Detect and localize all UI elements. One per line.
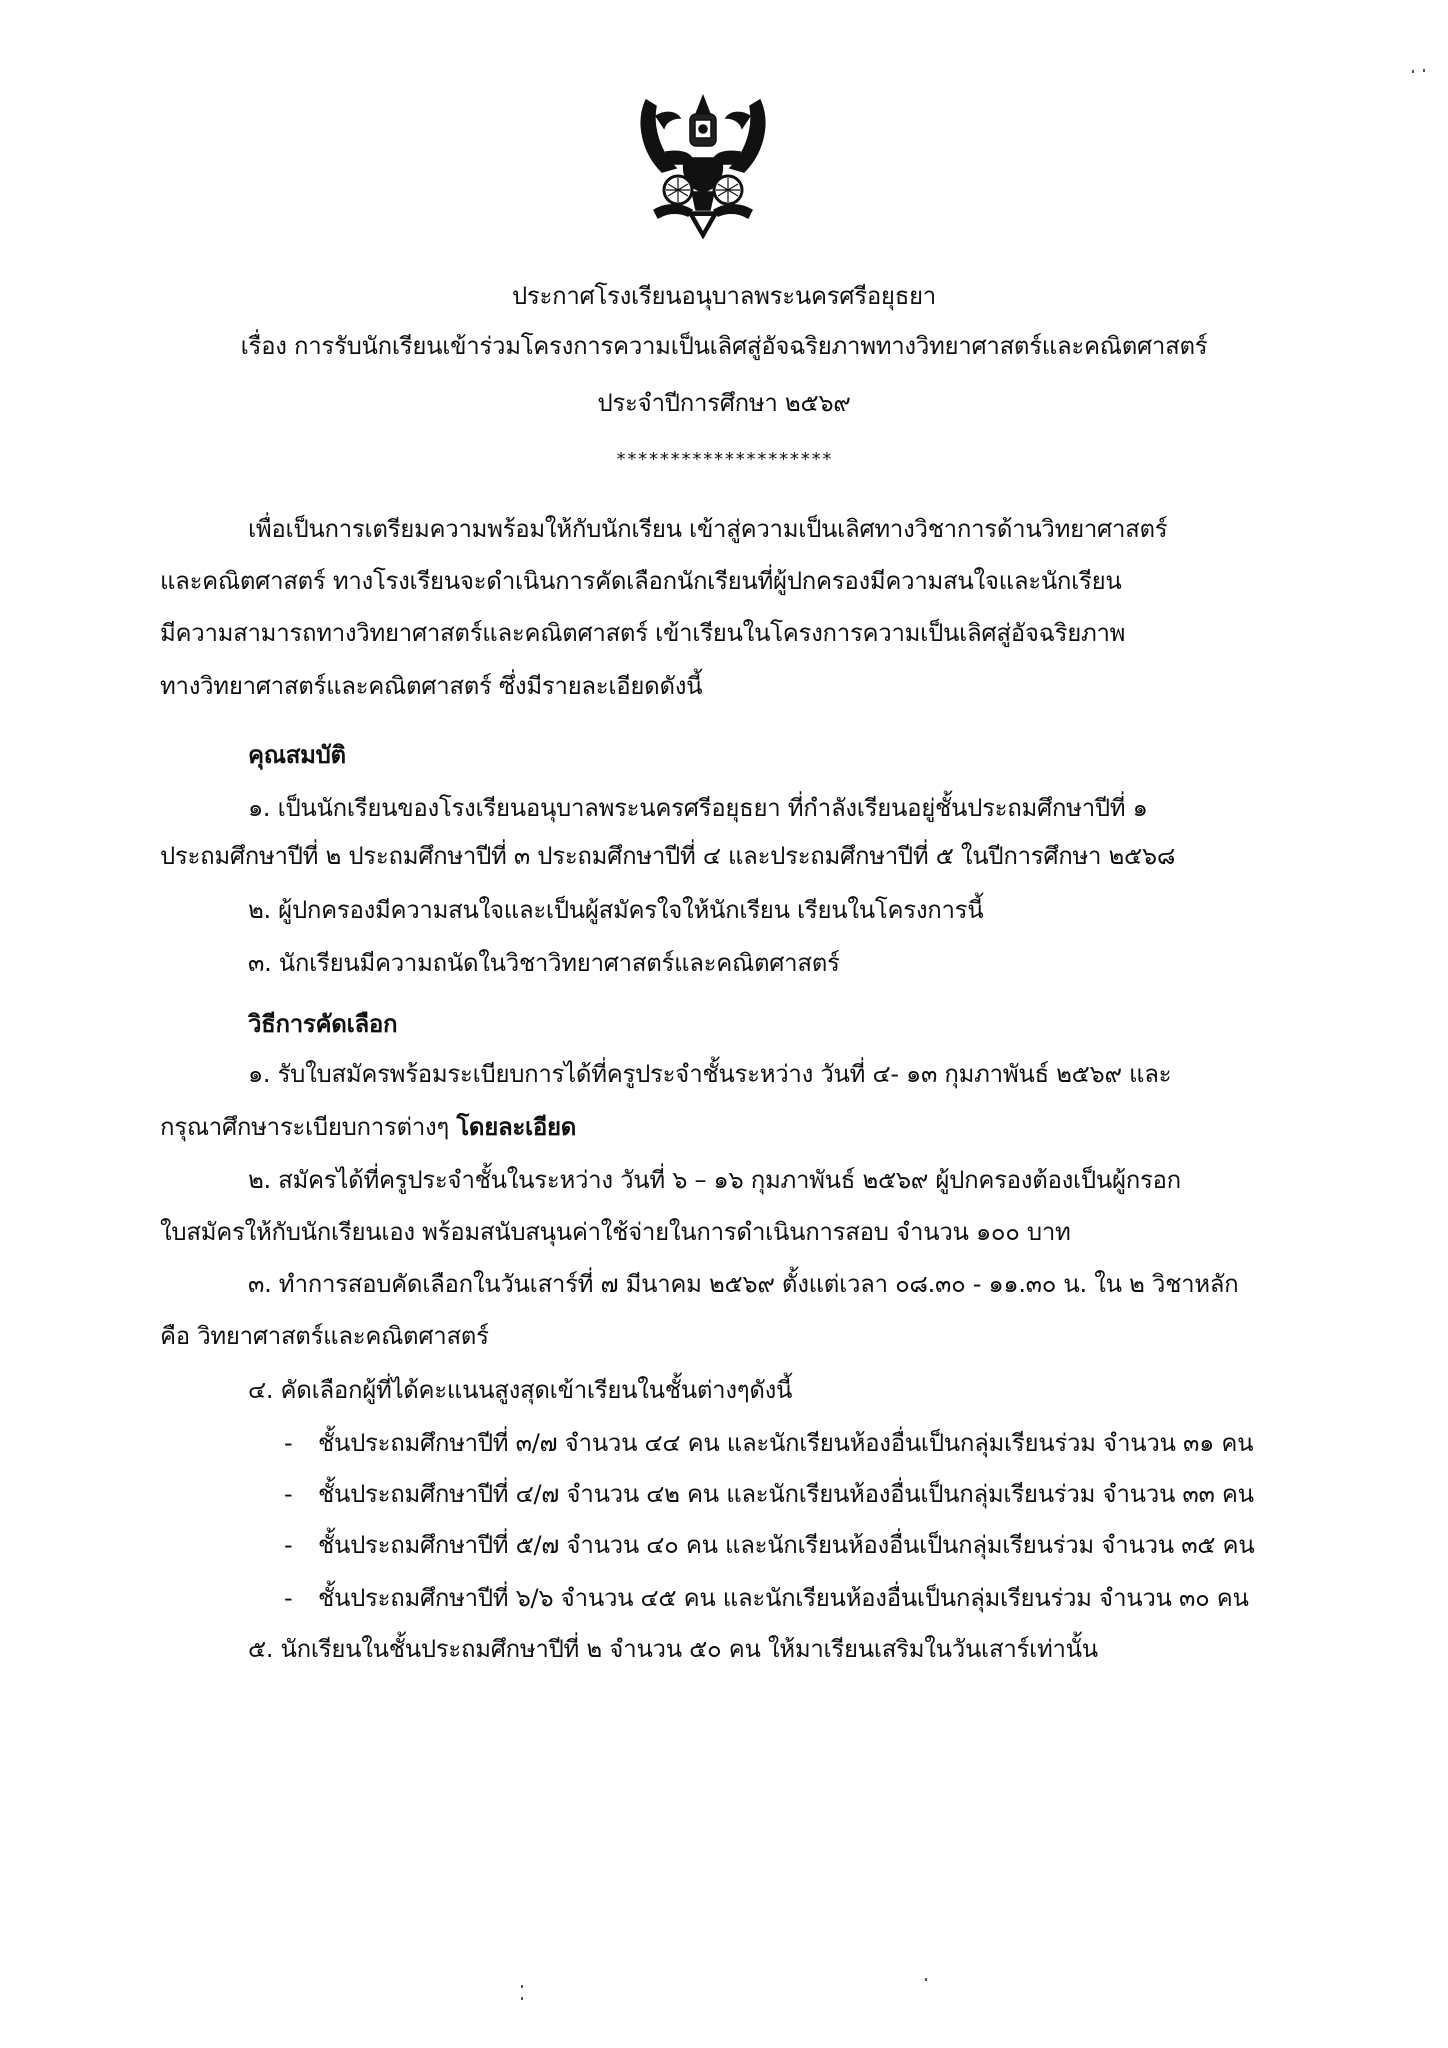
separator-stars: ******************** [615, 449, 833, 470]
quota-bullet: - [284, 1584, 293, 1612]
quota-item: ชั้นประถมศึกษาปีที่ ๔/๗ จำนวน ๔๒ คน และนักเรียนห้องอื่นเป็นกลุ่มเรียนร่วม จำนวน ๓๓ คน [318, 1480, 1254, 1508]
selection-item: ๑. รับใบสมัครพร้อมระเบียบการได้ที่ครูประจำชั้นระหว่าง วันที่ ๔- ๑๓ กุมภาพันธ์ ๒๕๖๙ และ [248, 1060, 1172, 1088]
selection-item-text: กรุณาศึกษาระเบียบการต่างๆ [160, 1113, 457, 1141]
qualifications-heading: คุณสมบัติ [248, 741, 346, 769]
qualification-item-continued: ประถมศึกษาปีที่ ๒ ประถมศึกษาปีที่ ๓ ประถมศึกษาปีที่ ๔ และประถมศึกษาปีที่ ๕ ในปีการศึกษา ๒๕๖๘ [160, 842, 1176, 870]
qualification-item: ๒. ผู้ปกครองมีความสนใจและเป็นผู้สมัครใจให้นักเรียน เรียนในโครงการนี้ [248, 896, 984, 924]
quota-bullet: - [284, 1531, 293, 1559]
selection-item-continued: ใบสมัครให้กับนักเรียนเอง พร้อมสนับสนุนค่าใช้จ่ายในการดำเนินการสอบ จำนวน ๑๐๐ บาท [160, 1218, 1071, 1246]
scan-speck [1423, 69, 1425, 72]
quota-item: ชั้นประถมศึกษาปีที่ ๖/๖ จำนวน ๔๕ คน และนักเรียนห้องอื่นเป็นกลุ่มเรียนร่วม จำนวน ๓๐ คน [318, 1584, 1249, 1612]
quota-bullet: - [284, 1480, 293, 1508]
academic-year: ประจำปีการศึกษา ๒๕๖๙ [597, 389, 851, 417]
qualification-item: ๑. เป็นนักเรียนของโรงเรียนอนุบาลพระนครศรีอยุธยา ที่กำลังเรียนอยู่ชั้นประถมศึกษาปีที่ ๑ [248, 794, 1148, 822]
scan-speck [521, 1997, 523, 2000]
intro-line: และคณิตศาสตร์ ทางโรงเรียนจะดำเนินการคัดเลือกนักเรียนที่ผู้ปกครองมีความสนใจและนักเรียน [160, 567, 1122, 595]
intro-line: ทางวิทยาศาสตร์และคณิตศาสตร์ ซึ่งมีรายละเอียดดังนี้ [160, 672, 703, 700]
selection-item: ๔. คัดเลือกผู้ที่ได้คะแนนสูงสุดเข้าเรียนในชั้นต่างๆดังนี้ [248, 1376, 793, 1404]
selection-item: ๒. สมัครได้ที่ครูประจำชั้นในระหว่าง วันที่ ๖ – ๑๖ กุมภาพันธ์ ๒๕๖๙ ผู้ปกครองต้องเป็นผู้กรอก [248, 1166, 1181, 1194]
selection-item: ๕. นักเรียนในชั้นประถมศึกษาปีที่ ๒ จำนวน ๕๐ คน ให้มาเรียนเสริมในวันเสาร์เท่านั้น [248, 1635, 1098, 1663]
scan-speck [521, 1985, 523, 1988]
selection-item-continued [160, 1111, 576, 1143]
intro-line: เพื่อเป็นการเตรียมความพร้อมให้กับนักเรียน เข้าสู่ความเป็นเลิศทางวิชาการด้านวิทยาศาสตร์ [248, 515, 1168, 543]
quota-item: ชั้นประถมศึกษาปีที่ ๕/๗ จำนวน ๔๐ คน และนักเรียนห้องอื่นเป็นกลุ่มเรียนร่วม จำนวน ๓๕ คน [318, 1531, 1255, 1559]
garuda-emblem-icon [632, 92, 774, 240]
scan-speck [925, 1978, 927, 1981]
selection-item: ๓. ทำการสอบคัดเลือกในวันเสาร์ที่ ๗ มีนาคม ๒๕๖๙ ตั้งแต่เวลา ๐๘.๓๐ - ๑๑.๓๐ น. ใน ๒ วิชาหลัก [248, 1270, 1239, 1298]
qualification-item: ๓. นักเรียนมีความถนัดในวิชาวิทยาศาสตร์และคณิตศาสตร์ [248, 949, 840, 977]
quota-item: ชั้นประถมศึกษาปีที่ ๓/๗ จำนวน ๔๔ คน และนักเรียนห้องอื่นเป็นกลุ่มเรียนร่วม จำนวน ๓๑ คน [318, 1429, 1254, 1457]
selection-item-emphasis: โดยละเอียด [456, 1113, 577, 1141]
announcement-title: ประกาศโรงเรียนอนุบาลพระนครศรีอยุธยา [511, 282, 936, 310]
selection-heading: วิธีการคัดเลือก [248, 1010, 398, 1038]
intro-line: มีความสามารถทางวิทยาศาสตร์และคณิตศาสตร์ เข้าเรียนในโครงการความเป็นเลิศสู่อัจฉริยภาพ [160, 619, 1126, 647]
quota-bullet: - [284, 1429, 293, 1457]
selection-item-continued: คือ วิทยาศาสตร์และคณิตศาสตร์ [160, 1322, 489, 1350]
scan-speck [1412, 70, 1414, 73]
announcement-subject: เรื่อง การรับนักเรียนเข้าร่วมโครงการความเป็นเลิศสู่อัจฉริยภาพทางวิทยาศาสตร์และคณิตศาสตร์ [240, 332, 1208, 360]
